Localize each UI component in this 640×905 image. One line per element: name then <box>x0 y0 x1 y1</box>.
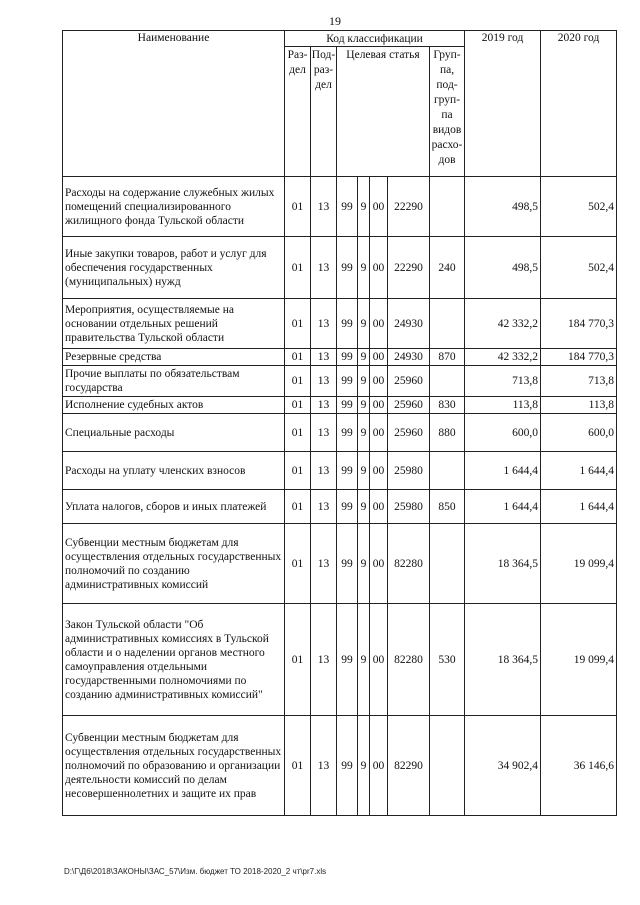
header-name: Наименование <box>63 31 285 177</box>
table-row <box>63 716 617 816</box>
subprogram-code-cell: 9 <box>358 397 370 414</box>
expense-type-cell <box>430 299 465 349</box>
row-name: Мероприятия, осуществляемые на основании отдельных решений правительства Тульской области <box>63 299 285 349</box>
direction-code-cell: 22290 <box>388 177 430 237</box>
main-event-code-cell: 00 <box>370 237 388 299</box>
subprogram-code-cell: 9 <box>358 299 370 349</box>
value-2020-cell: 184 770,3 <box>541 349 617 366</box>
main-event-code-cell: 00 <box>370 397 388 414</box>
header-year-2020: 2020 год <box>541 31 617 177</box>
expense-type-cell <box>430 524 465 604</box>
razdel-cell: 01 <box>285 366 311 397</box>
header-gruppa-vidov-raskhodov: Груп-па, под-груп-па видов расхо-дов <box>430 47 465 177</box>
table-row <box>63 604 617 716</box>
row-name: Прочие выплаты по обязательствам государства <box>63 366 285 397</box>
value-2020-cell: 502,4 <box>541 237 617 299</box>
row-name: Уплата налогов, сборов и иных платежей <box>63 490 285 524</box>
table-row <box>63 490 617 524</box>
razdel-cell: 01 <box>285 397 311 414</box>
razdel-cell: 01 <box>285 524 311 604</box>
subprogram-code-cell: 9 <box>358 366 370 397</box>
expense-type-cell <box>430 366 465 397</box>
razdel-cell: 01 <box>285 177 311 237</box>
value-2020-cell: 502,4 <box>541 177 617 237</box>
expense-type-cell <box>430 177 465 237</box>
subprogram-code-cell: 9 <box>358 177 370 237</box>
table-row <box>63 349 617 366</box>
value-2020-cell: 19 099,4 <box>541 524 617 604</box>
main-event-code-cell: 00 <box>370 452 388 490</box>
row-name: Расходы на содержание служебных жилых помещений специализированного жилищного фонда Тульской области <box>63 177 285 237</box>
table-row <box>63 299 617 349</box>
subprogram-code-cell: 9 <box>358 414 370 452</box>
value-2019-cell: 1 644,4 <box>465 490 541 524</box>
main-event-code-cell: 00 <box>370 604 388 716</box>
program-code-cell: 99 <box>337 524 358 604</box>
value-2019-cell: 498,5 <box>465 237 541 299</box>
expense-type-cell: 850 <box>430 490 465 524</box>
value-2019-cell: 113,8 <box>465 397 541 414</box>
table-row <box>63 414 617 452</box>
header-code-group: Код классификации <box>285 31 465 47</box>
main-event-code-cell: 00 <box>370 490 388 524</box>
main-event-code-cell: 00 <box>370 716 388 816</box>
expense-type-cell: 880 <box>430 414 465 452</box>
razdel-cell: 01 <box>285 349 311 366</box>
podrazdel-cell: 13 <box>311 299 337 349</box>
value-2019-cell: 713,8 <box>465 366 541 397</box>
direction-code-cell: 25980 <box>388 452 430 490</box>
value-2019-cell: 498,5 <box>465 177 541 237</box>
main-event-code-cell: 00 <box>370 177 388 237</box>
value-2020-cell: 1 644,4 <box>541 490 617 524</box>
podrazdel-cell: 13 <box>311 524 337 604</box>
row-name: Субвенции местным бюджетам для осуществления отдельных государственных полномочий по образованию и организации деятельности комиссий по делам несовершеннолетних и защите их прав <box>63 716 285 816</box>
row-name: Иные закупки товаров, работ и услуг для обеспечения государственных (муниципальных) нужд <box>63 237 285 299</box>
direction-code-cell: 82290 <box>388 716 430 816</box>
podrazdel-cell: 13 <box>311 349 337 366</box>
row-name: Специальные расходы <box>63 414 285 452</box>
razdel-cell: 01 <box>285 604 311 716</box>
row-name: Резервные средства <box>63 349 285 366</box>
value-2020-cell: 184 770,3 <box>541 299 617 349</box>
budget-table <box>62 30 617 816</box>
subprogram-code-cell: 9 <box>358 349 370 366</box>
value-2020-cell: 713,8 <box>541 366 617 397</box>
table-row <box>63 524 617 604</box>
table-row <box>63 397 617 414</box>
expense-type-cell: 830 <box>430 397 465 414</box>
subprogram-code-cell: 9 <box>358 452 370 490</box>
table-row <box>63 237 617 299</box>
subprogram-code-cell: 9 <box>358 604 370 716</box>
main-event-code-cell: 00 <box>370 414 388 452</box>
program-code-cell: 99 <box>337 452 358 490</box>
program-code-cell: 99 <box>337 237 358 299</box>
value-2019-cell: 34 902,4 <box>465 716 541 816</box>
podrazdel-cell: 13 <box>311 490 337 524</box>
expense-type-cell: 870 <box>430 349 465 366</box>
row-name: Субвенции местным бюджетам для осуществления отдельных государственных полномочий по созданию административных комиссий <box>63 524 285 604</box>
program-code-cell: 99 <box>337 414 358 452</box>
subprogram-code-cell: 9 <box>358 716 370 816</box>
value-2020-cell: 19 099,4 <box>541 604 617 716</box>
podrazdel-cell: 13 <box>311 716 337 816</box>
row-name: Расходы на уплату членских взносов <box>63 452 285 490</box>
page-number: 19 <box>329 14 341 28</box>
podrazdel-cell: 13 <box>311 414 337 452</box>
header-razdel: Раз-дел <box>285 47 311 177</box>
main-event-code-cell: 00 <box>370 299 388 349</box>
expense-type-cell: 530 <box>430 604 465 716</box>
header-year-2019: 2019 год <box>465 31 541 177</box>
direction-code-cell: 25960 <box>388 414 430 452</box>
value-2019-cell: 42 332,2 <box>465 299 541 349</box>
razdel-cell: 01 <box>285 452 311 490</box>
header-podrazdel: Под-раз-дел <box>311 47 337 177</box>
value-2019-cell: 600,0 <box>465 414 541 452</box>
direction-code-cell: 24930 <box>388 299 430 349</box>
value-2020-cell: 1 644,4 <box>541 452 617 490</box>
value-2019-cell: 18 364,5 <box>465 604 541 716</box>
direction-code-cell: 82280 <box>388 604 430 716</box>
podrazdel-cell: 13 <box>311 237 337 299</box>
value-2019-cell: 1 644,4 <box>465 452 541 490</box>
table-row <box>63 452 617 490</box>
podrazdel-cell: 13 <box>311 366 337 397</box>
razdel-cell: 01 <box>285 237 311 299</box>
expense-type-cell: 240 <box>430 237 465 299</box>
program-code-cell: 99 <box>337 299 358 349</box>
direction-code-cell: 25960 <box>388 366 430 397</box>
subprogram-code-cell: 9 <box>358 237 370 299</box>
razdel-cell: 01 <box>285 299 311 349</box>
file-path-footer: D:\Г\Д6\2018\ЗАКОНЫ\ЗАС_57\Изм. бюджет ТО 2018-2020_2 чт\pr7.xls <box>64 867 327 876</box>
value-2019-cell: 42 332,2 <box>465 349 541 366</box>
main-event-code-cell: 00 <box>370 349 388 366</box>
header-celevaya-statya: Целевая статья <box>337 47 430 177</box>
main-event-code-cell: 00 <box>370 524 388 604</box>
main-event-code-cell: 00 <box>370 366 388 397</box>
direction-code-cell: 25960 <box>388 397 430 414</box>
program-code-cell: 99 <box>337 604 358 716</box>
program-code-cell: 99 <box>337 490 358 524</box>
razdel-cell: 01 <box>285 414 311 452</box>
expense-type-cell <box>430 716 465 816</box>
direction-code-cell: 22290 <box>388 237 430 299</box>
value-2019-cell: 18 364,5 <box>465 524 541 604</box>
podrazdel-cell: 13 <box>311 604 337 716</box>
program-code-cell: 99 <box>337 366 358 397</box>
value-2020-cell: 600,0 <box>541 414 617 452</box>
expense-type-cell <box>430 452 465 490</box>
subprogram-code-cell: 9 <box>358 490 370 524</box>
table-row <box>63 366 617 397</box>
value-2020-cell: 113,8 <box>541 397 617 414</box>
row-name: Исполнение судебных актов <box>63 397 285 414</box>
program-code-cell: 99 <box>337 397 358 414</box>
direction-code-cell: 82280 <box>388 524 430 604</box>
program-code-cell: 99 <box>337 349 358 366</box>
direction-code-cell: 24930 <box>388 349 430 366</box>
podrazdel-cell: 13 <box>311 177 337 237</box>
razdel-cell: 01 <box>285 716 311 816</box>
table-row <box>63 177 617 237</box>
podrazdel-cell: 13 <box>311 452 337 490</box>
subprogram-code-cell: 9 <box>358 524 370 604</box>
value-2020-cell: 36 146,6 <box>541 716 617 816</box>
direction-code-cell: 25980 <box>388 490 430 524</box>
program-code-cell: 99 <box>337 177 358 237</box>
row-name: Закон Тульской области "Об административных комиссиях в Тульской области и о наделении органов местного самоуправления отдельными государственными полномочиями по созданию административных комиссий" <box>63 604 285 716</box>
program-code-cell: 99 <box>337 716 358 816</box>
razdel-cell: 01 <box>285 490 311 524</box>
podrazdel-cell: 13 <box>311 397 337 414</box>
